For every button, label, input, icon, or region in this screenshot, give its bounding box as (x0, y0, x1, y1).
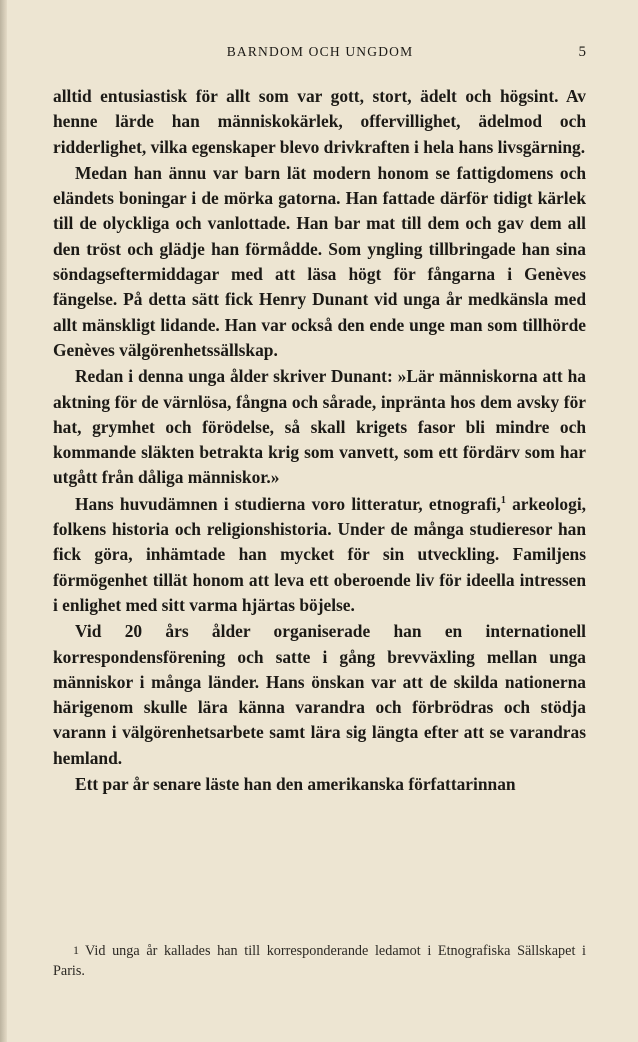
running-head-title: BARNDOM OCH UNGDOM (226, 44, 414, 59)
body-text (53, 84, 586, 797)
paragraph-2: Medan han ännu var barn lät modern honom se fattigdomens och eländets boningar i de mörka gatorna. Han fattade därför tidigt kärlek till de olyckliga och vanlottade. Han bar mat till dem och gav dem all den tröst och glädje han förmådde. Som yngling tillbringade han sina söndagseftermiddagar med att läsa högt för fångarna i Genèves fängelse. På detta sätt fick Henry Dunant vid unga år medkänsla med allt mänskligt lidande. Han var också den ende unge man som tillhörde Genèves välgörenhetssällskap. (53, 162, 586, 360)
footnote-reference[interactable]: 1 (500, 494, 506, 506)
paragraph-4-part-2: arkeologi, folkens historia och religionshistoria. Under de många studieresor han fick göra, inhämtade han mycket för sin utveckling. Familjens förmögenhet tillät honom att leva ett oberoende liv för ideella intressen i enlighet med sitt varma hjärtas böjelse. (53, 493, 586, 615)
page-number: 5 (578, 44, 586, 60)
footnote-mark: 1 (73, 943, 79, 957)
footnote-text: Vid unga år kallades han till korresponderande ledamot i Etnografiska Sällskapet i Paris. (53, 943, 586, 979)
footnote (53, 940, 586, 981)
paragraph-4-part-1: Hans huvudämnen i studierna voro litteratur, etnografi, (75, 493, 501, 514)
paragraph-5: Vid 20 års ålder organiserade han en internationell korrespondensförening och satte i gång brevväxling mellan unga människor i många länder. Hans önskan var att de skilda nationerna härigenom skulle lära känna varandra och förbrödras och stödja varann i välgörenhetsarbete samt lära sig längta efter att se varandras hemland. (53, 621, 586, 768)
running-head (54, 44, 586, 64)
paragraph-4 (53, 492, 586, 618)
page-edge (0, 0, 7, 1042)
paragraph-6: Ett par år senare läste han den amerikanska författarinnan (75, 774, 516, 795)
paragraph-3: Redan i denna unga ålder skriver Dunant: »Lär människorna att ha aktning för de värnlösa, fångna och sårade, inpränta hos dem avsky för hat, grymhet och förödelse, så skall krigets fasor bli mindre och kommande släkten betrakta krig som vanvett, som ett fördärv som har utgått från dåliga människor.» (53, 366, 586, 488)
paragraph-1: alltid entusiastisk för allt som var gott, stort, ädelt och högsint. Av henne lärde han människokärlek, offervillighet, ädelmod och ridderlighet, vilka egenskaper blevo drivkraften i hela hans livsgärning. (53, 86, 586, 157)
